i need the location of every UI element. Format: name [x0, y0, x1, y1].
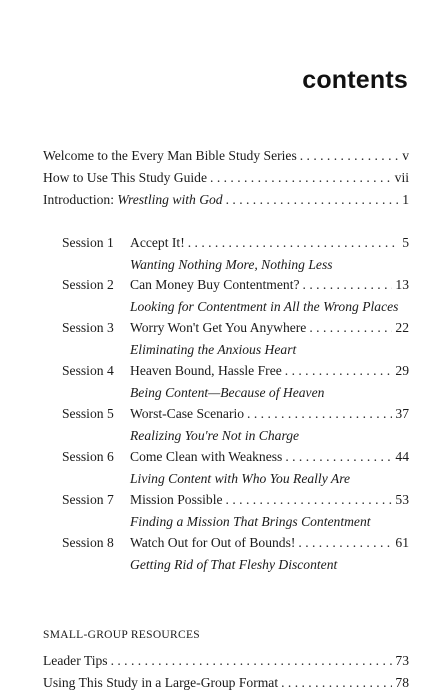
session-subtitle: Eliminating the Anxious Heart — [130, 342, 297, 357]
toc-entry-title: How to Use This Study Guide — [43, 170, 208, 185]
toc-entry-title: Come Clean with Weakness — [130, 449, 283, 464]
toc-page-number: 73 — [395, 653, 409, 668]
toc-page-number: 37 — [395, 406, 409, 421]
toc-entry-title: Worry Won't Get You Anywhere — [130, 320, 307, 335]
dot-leader — [303, 277, 393, 293]
session-subtitle: Getting Rid of That Fleshy Discontent — [130, 557, 338, 572]
dot-leader — [188, 235, 399, 251]
toc-page-number: 61 — [395, 535, 409, 550]
session-label: Session 2 — [62, 277, 114, 292]
toc-page-number: vii — [394, 170, 409, 185]
toc-page-number: v — [402, 148, 409, 163]
toc-entry-title: Leader Tips — [43, 653, 108, 668]
toc-entry-session-3[interactable] — [130, 320, 409, 336]
dot-leader — [281, 675, 392, 691]
dot-leader — [111, 653, 393, 669]
toc-page-number: 1 — [402, 192, 409, 207]
session-subtitle: Finding a Mission That Brings Contentment — [130, 514, 371, 529]
session-subtitle: Wanting Nothing More, Nothing Less — [130, 257, 333, 272]
toc-entry-title: Using This Study in a Large-Group Format — [43, 675, 279, 690]
session-label: Session 1 — [62, 235, 114, 250]
dot-leader — [247, 406, 392, 422]
dot-leader — [309, 320, 392, 336]
toc-entry-welcome[interactable] — [43, 148, 409, 164]
dot-leader — [226, 192, 400, 208]
toc-entry-session-5[interactable] — [130, 406, 409, 422]
session-subtitle: Living Content with Who You Really Are — [130, 471, 351, 486]
toc-page-number: 53 — [395, 492, 409, 507]
toc-entry-leader-tips[interactable] — [43, 653, 409, 669]
toc-entry-session-7[interactable] — [130, 492, 409, 508]
session-subtitle: Looking for Contentment in All the Wrong Places — [130, 299, 399, 314]
toc-page-number: 13 — [395, 277, 409, 292]
toc-page-number: 22 — [395, 320, 409, 335]
toc-entry-session-2[interactable] — [130, 277, 409, 293]
toc-page-number: 29 — [395, 363, 409, 378]
toc-entry-session-6[interactable] — [130, 449, 409, 465]
toc-page-number: 78 — [395, 675, 409, 690]
toc-entry-title: Mission Possible — [130, 492, 223, 507]
session-subtitle: Being Content—Because of Heaven — [130, 385, 325, 400]
toc-page-number: 5 — [402, 235, 409, 250]
toc-page-number: 44 — [395, 449, 409, 464]
intro-italic-title: Wrestling with God — [117, 192, 223, 207]
toc-entry-title: Can Money Buy Contentment? — [130, 277, 300, 292]
toc-entry-title: Watch Out for Out of Bounds! — [130, 535, 296, 550]
intro-label: Introduction: — [43, 192, 118, 207]
toc-entry-large-group[interactable] — [43, 675, 409, 691]
dot-leader — [285, 363, 393, 379]
session-label: Session 3 — [62, 320, 114, 335]
toc-entry-session-8[interactable] — [130, 535, 409, 551]
toc-entry-title: Worst-Case Scenario — [130, 406, 245, 421]
session-label: Session 4 — [62, 363, 114, 378]
session-label: Session 7 — [62, 492, 114, 507]
dot-leader — [226, 492, 393, 508]
toc-entry-introduction[interactable] — [43, 192, 409, 208]
session-label: Session 8 — [62, 535, 114, 550]
toc-entry-session-1[interactable] — [130, 235, 409, 251]
toc-entry-title: Welcome to the Every Man Bible Study Series — [43, 148, 297, 163]
toc-entry-how-to-use[interactable] — [43, 170, 409, 186]
dot-leader — [285, 449, 392, 465]
toc-entry-session-4[interactable] — [130, 363, 409, 379]
dot-leader — [210, 170, 392, 186]
session-label: Session 5 — [62, 406, 114, 421]
toc-entry-title: Heaven Bound, Hassle Free — [130, 363, 282, 378]
session-subtitle: Realizing You're Not in Charge — [130, 428, 300, 443]
toc-entry-title: Accept It! — [130, 235, 185, 250]
page-title: contents — [302, 66, 408, 94]
dot-leader — [300, 148, 399, 164]
resources-heading: SMALL-GROUP RESOURCES — [43, 629, 200, 641]
session-label: Session 6 — [62, 449, 114, 464]
dot-leader — [298, 535, 392, 551]
toc-entry-title — [43, 192, 223, 208]
